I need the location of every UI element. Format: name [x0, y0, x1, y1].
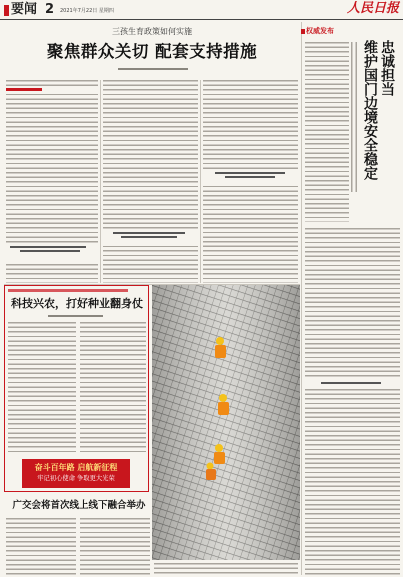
construction-photo — [152, 285, 300, 560]
right-headline-line-1: 忠诚担当 — [379, 40, 395, 96]
photo-caption — [154, 563, 298, 575]
lead-subhead — [103, 230, 198, 246]
column-divider — [301, 22, 302, 575]
section-marker — [4, 5, 9, 16]
right-headline — [361, 40, 395, 222]
right-subhead — [305, 380, 400, 388]
column-divider — [200, 80, 201, 283]
banner-line-2: 牢记初心使命 争取更大光荣 — [37, 475, 115, 482]
lead-headline: 聚焦群众关切 配套支持措施 — [46, 42, 258, 61]
feature-series-tag — [8, 289, 128, 292]
section-name: 要闻 — [11, 2, 38, 17]
page-number: 2 — [45, 2, 55, 17]
lead-kicker: 三孩生育政策如何实施 — [112, 27, 192, 36]
lead-section-tag — [6, 86, 98, 94]
lead-subhead — [203, 170, 298, 186]
banner-line-1: 奋斗百年路 启航新征程 — [34, 463, 118, 472]
issue-date: 2021年7月22日 星期四 — [60, 8, 114, 14]
feature-byline — [48, 315, 103, 317]
feature-body-column-2 — [80, 322, 146, 454]
right-vertical-subtitle — [351, 42, 359, 192]
label-marker — [301, 29, 305, 34]
header-rule — [0, 19, 403, 20]
right-section-label: 权威发布 — [306, 27, 334, 35]
feature-headline: 科技兴农，打好种业翻身仗 — [11, 297, 143, 310]
slogan-banner — [22, 459, 130, 488]
bottom-body-column-2 — [80, 518, 150, 575]
right-intro-text — [305, 42, 349, 222]
right-body-text — [305, 228, 400, 575]
bottom-body-column-1 — [6, 518, 76, 575]
feature-body-column-1 — [8, 322, 76, 454]
masthead-logo: 人民日报 — [347, 1, 400, 16]
right-headline-line-2: 维护国门边境安全稳定 — [362, 40, 378, 180]
photo-shading — [152, 285, 300, 560]
bottom-headline: 广交会将首次线上线下融合举办 — [12, 500, 146, 511]
lead-body-column-2 — [103, 80, 198, 283]
lead-byline — [118, 68, 188, 70]
lead-subhead — [6, 244, 98, 261]
column-divider — [100, 80, 101, 283]
